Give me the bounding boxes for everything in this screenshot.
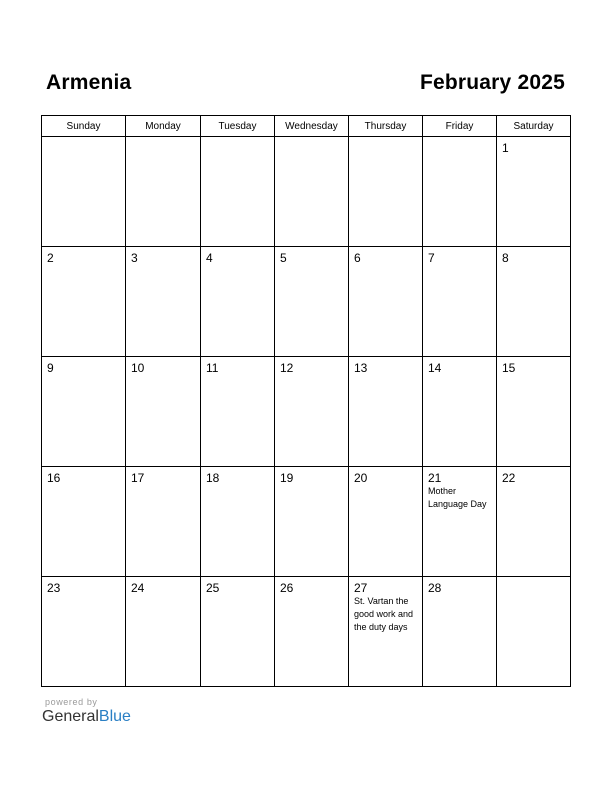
day-number: 16 [47,471,61,485]
week-row [42,357,571,467]
day-cell [42,577,126,687]
day-cell [349,137,423,247]
day-cell [275,467,349,577]
day-cell [423,137,497,247]
day-cell [349,357,423,467]
day-number: 21 [428,471,442,485]
generalblue-logo[interactable] [42,708,131,726]
day-cell [423,577,497,687]
day-number: 12 [280,361,294,375]
day-number: 15 [502,361,516,375]
week-row [42,137,571,247]
day-number: 23 [47,581,61,595]
day-number: 19 [280,471,294,485]
day-number: 18 [206,471,220,485]
brand-blue: Blue [98,708,131,725]
day-cell [126,247,201,357]
day-number: 3 [131,251,138,265]
day-cell [349,467,423,577]
day-number: 17 [131,471,145,485]
weekday-monday: Monday [126,116,201,137]
week-row [42,467,571,577]
day-number: 20 [354,471,368,485]
day-number: 7 [428,251,435,265]
day-number: 2 [47,251,54,265]
day-number: 4 [206,251,213,265]
day-number: 22 [502,471,516,485]
day-number: 26 [280,581,294,595]
month-year-title: February 2025 [419,71,565,94]
day-cell [42,357,126,467]
weekday-saturday: Saturday [497,116,571,137]
weekday-sunday: Sunday [42,116,126,137]
day-cell [201,577,275,687]
day-cell [201,357,275,467]
day-cell [423,467,497,577]
day-number: 8 [502,251,509,265]
weekday-friday: Friday [423,116,497,137]
day-cell [423,357,497,467]
day-cell [201,247,275,357]
calendar-grid [41,115,571,687]
day-number: 27 [354,581,368,595]
day-cell [201,137,275,247]
day-number: 6 [354,251,361,265]
day-cell [497,137,571,247]
day-cell [275,137,349,247]
day-cell [126,137,201,247]
day-cell [497,247,571,357]
day-cell [497,357,571,467]
weekday-wednesday: Wednesday [275,116,349,137]
day-cell [201,467,275,577]
week-row [42,247,571,357]
day-number: 10 [131,361,145,375]
day-cell [126,577,201,687]
weekday-tuesday: Tuesday [201,116,275,137]
day-number: 1 [502,141,509,155]
day-cell [275,357,349,467]
day-cell [42,137,126,247]
day-cell [275,577,349,687]
day-cell [275,247,349,357]
day-number: 5 [280,251,287,265]
weekday-header-row [42,116,571,137]
day-number: 14 [428,361,442,375]
day-cell [349,247,423,357]
day-cell [497,577,571,687]
day-cell [126,467,201,577]
day-cell [42,247,126,357]
day-cell [349,577,423,687]
day-cell [42,467,126,577]
powered-by-label: powered by [45,697,98,707]
day-number: 9 [47,361,54,375]
day-number: 11 [206,361,219,375]
weekday-thursday: Thursday [349,116,423,137]
week-row [42,577,571,687]
brand-general: General [42,708,99,725]
day-number: 28 [428,581,442,595]
holiday-event: St. Vartan the good work and the duty days [354,596,414,632]
day-cell [126,357,201,467]
holiday-event: Mother Language Day [428,486,487,509]
day-number: 25 [206,581,220,595]
country-title: Armenia [46,71,132,94]
day-cell [423,247,497,357]
day-number: 24 [131,581,145,595]
day-number: 13 [354,361,368,375]
day-cell [497,467,571,577]
